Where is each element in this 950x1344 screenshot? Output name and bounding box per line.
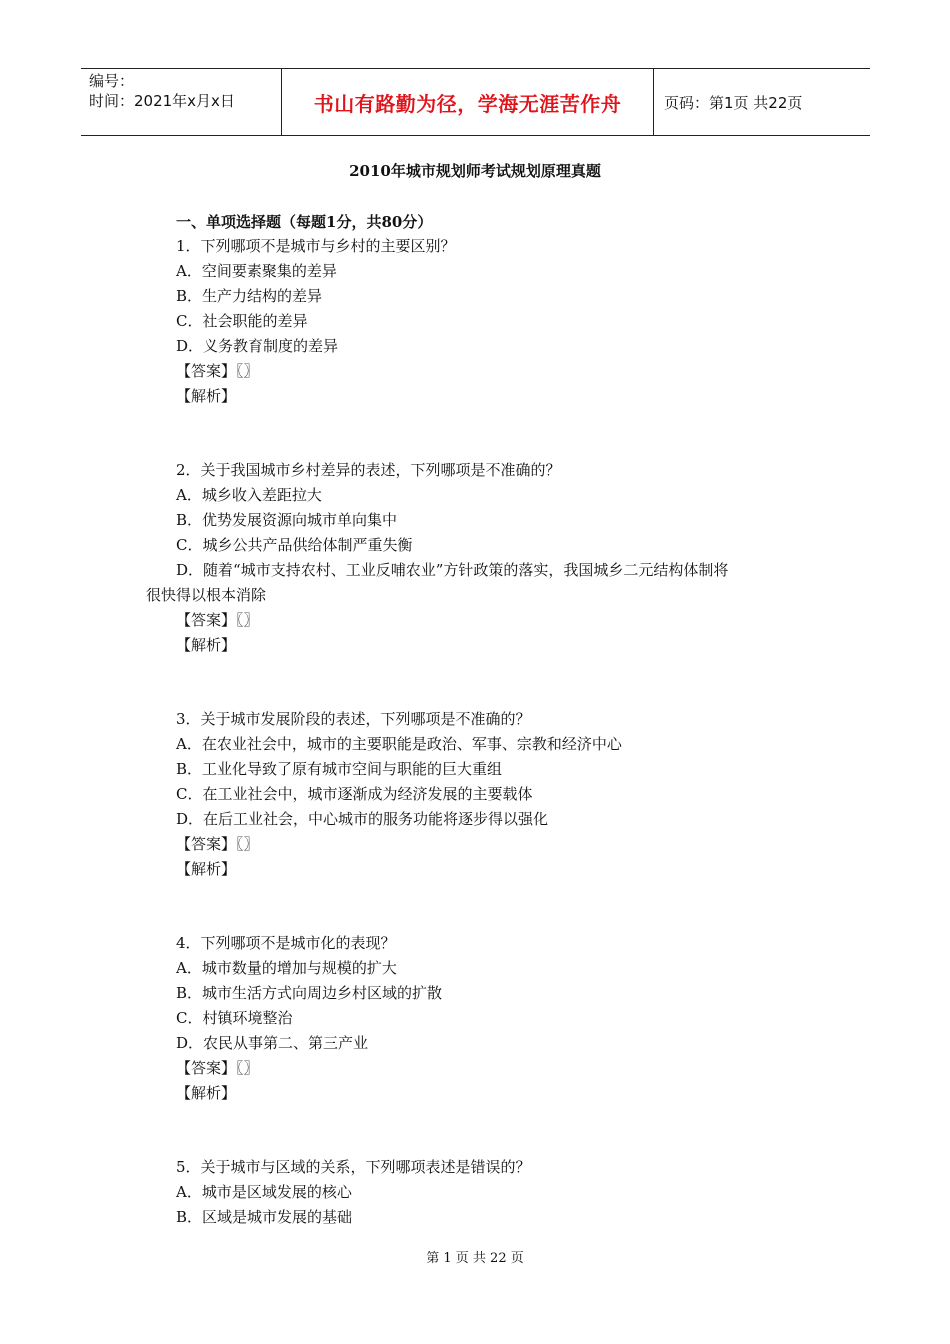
option-b: B．生产力结构的差异 xyxy=(176,287,323,305)
answer-label: 【答案】〖〗 xyxy=(176,611,259,629)
answer-label: 【答案】〖〗 xyxy=(176,362,259,380)
page-footer: 第 1 页 共 22 页 xyxy=(426,1251,524,1266)
answer-label: 【答案】〖〗 xyxy=(176,1059,259,1077)
option-a: A．城市是区域发展的核心 xyxy=(176,1183,352,1201)
option-c: C．村镇环境整治 xyxy=(176,1009,293,1027)
option-a: A．在农业社会中，城市的主要职能是政治、军事、宗教和经济中心 xyxy=(176,735,622,753)
option-d: D．在后工业社会，中心城市的服务功能将逐步得以强化 xyxy=(176,810,549,828)
option-d-continuation: 很快得以根本消除 xyxy=(146,586,267,604)
option-c: C．城乡公共产品供给体制严重失衡 xyxy=(176,536,413,554)
answer-label: 【答案】〖〗 xyxy=(176,835,259,853)
option-a: A．城乡收入差距拉大 xyxy=(176,486,322,504)
option-c: C．在工业社会中，城市逐渐成为经济发展的主要载体 xyxy=(176,785,533,803)
question-stem: 1．下列哪项不是城市与乡村的主要区别？ xyxy=(176,237,456,255)
option-b: B．区域是城市发展的基础 xyxy=(176,1208,353,1226)
option-b: B．城市生活方式向周边乡村区域的扩散 xyxy=(176,984,443,1002)
option-c: C．社会职能的差异 xyxy=(176,312,308,330)
question-stem: 5．关于城市与区域的关系，下列哪项表述是错误的？ xyxy=(176,1158,531,1176)
analysis-label: 【解析】 xyxy=(176,860,237,878)
analysis-label: 【解析】 xyxy=(176,636,237,654)
option-d: D．农民从事第二、第三产业 xyxy=(176,1034,369,1052)
analysis-label: 【解析】 xyxy=(176,1084,237,1102)
question-stem: 4．下列哪项不是城市化的表现？ xyxy=(176,934,396,952)
option-b: B．优势发展资源向城市单向集中 xyxy=(176,511,398,529)
header-motto: 书山有路勤为径，学海无涯苦作舟 xyxy=(282,69,654,135)
question-stem: 2．关于我国城市乡村差异的表述，下列哪项是不准确的？ xyxy=(176,461,561,479)
option-a: A．城市数量的增加与规模的扩大 xyxy=(176,959,397,977)
header-info-cell xyxy=(81,69,282,135)
analysis-label: 【解析】 xyxy=(176,387,237,405)
header-table xyxy=(81,68,870,136)
header-number: 编号： xyxy=(89,72,135,90)
section-heading: 一、单项选择题（每题1分，共80分） xyxy=(176,213,433,231)
option-d: D．随着“城市支持农村、工业反哺农业”方针政策的落实，我国城乡二元结构体制将 xyxy=(176,561,729,579)
option-b: B．工业化导致了原有城市空间与职能的巨大重组 xyxy=(176,760,503,778)
question-stem: 3．关于城市发展阶段的表述，下列哪项是不准确的？ xyxy=(176,710,531,728)
option-d: D．义务教育制度的差异 xyxy=(176,337,339,355)
option-a: A．空间要素聚集的差异 xyxy=(176,262,337,280)
header-time: 时间：2021年x月x日 xyxy=(89,92,235,110)
header-page-number: 页码：第1页 共22页 xyxy=(664,93,803,112)
document-title: 2010年城市规划师考试规划原理真题 xyxy=(349,162,601,180)
